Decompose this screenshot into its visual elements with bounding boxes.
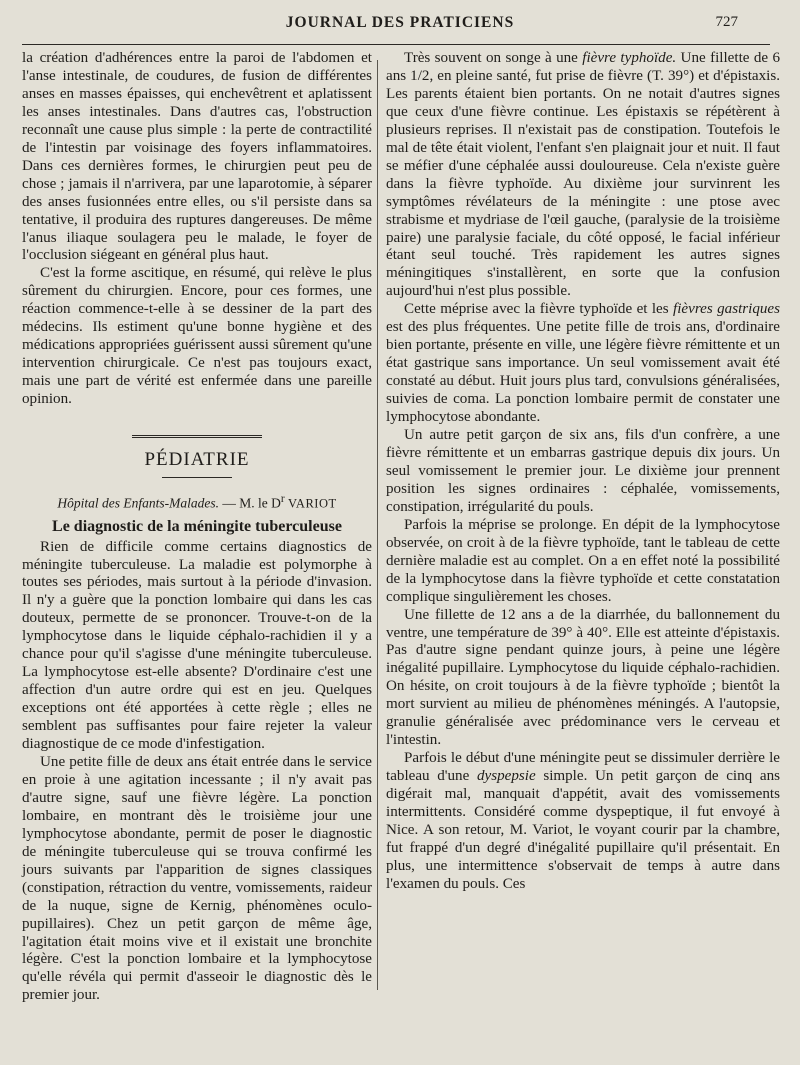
paragraph: Parfois la méprise se prolonge. En dépit de la lymphocytose observée, on croit à de la fièvre typhoïde, tant le tableau de cette dernière maladie est au complet. On a en effet noté la possibilité de la lymphocytose dans la fièvre typhoïde et cette constatation complique singulièrement les choses. xyxy=(386,516,780,605)
paragraph: Un autre petit garçon de six ans, fils d'un confrère, a une fièvre rémittente et un embarras gastrique depuis dix jours. Un seul vomissement le premier jour. Le dixième jour prennent position les signes ordinaires : céphalée, vomissements, constipation, irrégularité du pouls. xyxy=(386,427,780,515)
text-run: Une fillette de 6 ans 1/2, en pleine santé, fut prise de fièvre (T. 39°) et d'épistaxis. Les parents étaient bien portants. On ne notait d'autres signes que ceux d'une fièvre continue. Les épistaxis se répétèrent à plusieurs reprises. Il n'existait pas de constipation. Toutefois le mal de tête était violent, l'enfant s'en plaignait jour et nuit. Il faut se méfier d'une céphalée aussi douloureuse. Cela n'existe guère dans la fièvre typhoïde. Au dixième jour survinrent les symptômes révélateurs de la méningite : une ptose avec strabisme et mydriase de l'œil gauche, (paralysie de la troisième paire) une paralysie faciale, du côté opposé, le facial inférieur étant seul touché. Très rapidement les autres signes méningitiques s'installèrent, en sorte que la confusion aujourd'hui n'est plus possible. xyxy=(386,50,780,300)
byline-author: VARIOT xyxy=(288,496,337,511)
right-column xyxy=(386,50,780,894)
paragraph xyxy=(386,301,780,427)
section-rule xyxy=(132,435,262,441)
byline-separator: — M. le D xyxy=(219,495,281,511)
byline-place: Hôpital des Enfants-Malades. xyxy=(57,495,219,511)
emphasis: dyspepsie xyxy=(476,768,536,785)
text-run: Très souvent on songe à une xyxy=(404,50,583,66)
text-run: simple. Un petit garçon de cinq ans digérait mal, manquait d'appétit, avait des vomissements intermittents. Considéré comme dyspeptique, il fut envoyé à Nice. A son retour, M. Variot, le voyant courir par la chambre, fut frappé d'un degré d'inégalité pupillaire qu'il présentait. En plus, une intermittence s'observait de temps à autre dans l'examen du pouls. Ces xyxy=(386,768,780,892)
header-rule xyxy=(22,44,770,45)
paragraph: C'est la forme ascitique, en résumé, qui relève le plus sûrement du chirurgien. Encore, pour ces formes, une réaction commence-t-elle à se dessiner de la part des médecins. Ils estiment qu'une bonne hygiène et des médications appropriées guérissent aussi sûrement qu'une intervention chirurgicale. Ce n'est pas toujours exact, mais une part de vérité est enfermée dans une pareille opinion. xyxy=(22,265,372,408)
paragraph: Une fillette de 12 ans a de la diarrhée, du ballonnement du ventre, une température de 39° à 40°. Elle est atteinte d'épistaxis. Pas d'autre signe pendant quinze jours, à peine une légère inégalité pupillaire. Lymphocytose du liquide céphalo-rachidien. On hésite, on croit toujours à de la fièvre typhoïde ; bientôt la mort survient au milieu de phénomènes méningés. A l'autopsie, granulie généralisée avec prédominance vers le cerveau et l'intestin. xyxy=(386,606,780,749)
paragraph xyxy=(386,50,780,301)
text-run: Cette méprise avec la fièvre typhoïde et les xyxy=(404,301,674,318)
byline-superscript: r xyxy=(280,493,285,506)
paragraph: Rien de difficile comme certains diagnostics de méningite tuberculeuse. La maladie est polymorphe à toutes ses périodes, mais surtout à la période d'invasion. Il n'y a guère que la ponction lombaire qui dans les cas douteux, permette de se prononcer. Trouve-t-on de la lymphocytose dans le liquide céphalo-rachidien il y a chance pour qu'il s'agisse d'une méningite tuberculeuse. La lymphocytose est-elle absente? D'ordinaire c'est une affection d'un autre ordre qui est en jeu. Quelques exceptions ont été apportées à cette règle ; elles ne semblent pas suffisantes pour faire rejeter la valeur diagnostique de ce mode d'infestigation. xyxy=(22,538,372,753)
column-divider xyxy=(377,60,378,990)
article-byline xyxy=(22,490,372,513)
text-run: est des plus fréquentes. Une petite fille de trois ans, d'ordinaire bien portante, présente en ville, une légère fièvre rémittente et un état gastrique sans importance. Un seul vomissement avait été constaté au début. Huit jours plus tard, convulsions généralisées, suivies de coma. La ponction lombaire permit de constater une lymphocytose abondante. xyxy=(386,319,780,426)
paragraph xyxy=(386,750,780,894)
page-number: 727 xyxy=(715,14,738,30)
article-title: Le diagnostic de la méningite tuberculeuse xyxy=(52,517,342,535)
text-run: Parfois le début d'une méningite peut se dissimuler derrière le tableau d'une xyxy=(386,750,780,785)
paragraph: la création d'adhérences entre la paroi de l'abdomen et l'anse intestinale, de coudures, de fusion de différentes anses en masses épaisses, qui enchevêtrent et aplatissent les anses intestinales. Dans d'autres cas, l'obstruction reconnaît une cause plus simple : la perte de contractilité de l'intestin par voisinage des foyers inflammatoires. Dans ces dernières formes, le chirurgien peut peu de chose ; jamais il n'arrivera, par une laparotomie, à séparer des anses fusionnées entre elles, ou s'il persiste dans sa tentative, il produira des ruptures dangereuses. De même l'anus iliaque soulagera peu le malade, le foyer de l'occlusion siégeant en général plus haut. xyxy=(22,50,372,264)
section-title: PÉDIATRIE xyxy=(144,449,250,471)
emphasis: fièvres gastriques xyxy=(673,301,780,318)
left-column xyxy=(22,50,372,1005)
journal-title: JOURNAL DES PRATICIENS xyxy=(285,14,515,31)
paragraph: Une petite fille de deux ans était entrée dans le service en proie à une agitation incessante ; il n'y avait pas d'autre signe, sauf une fièvre légère. La ponction lombaire, en montrant dès le troisième jour une lymphocytose abondante, permit de poser le diagnostic de méningite tuberculeuse qui se trouva confirmé les jours suivants par l'apparition de signes classiques (constipation, rétraction du ventre, vomissements, raideur de la nuque, signe de Kernig, phénomènes oculo-pupillaires). Chez un petit garçon de même âge, l'agitation était moins vive et il existait une bronchite légère. C'est la ponction lombaire et la lymphocytose qu'elle révéla qui permit d'asseoir le diagnostic dès le premier jour. xyxy=(22,754,372,1004)
emphasis: fièvre typhoïde. xyxy=(582,50,677,66)
section-underline xyxy=(162,477,232,478)
running-head xyxy=(0,14,800,40)
